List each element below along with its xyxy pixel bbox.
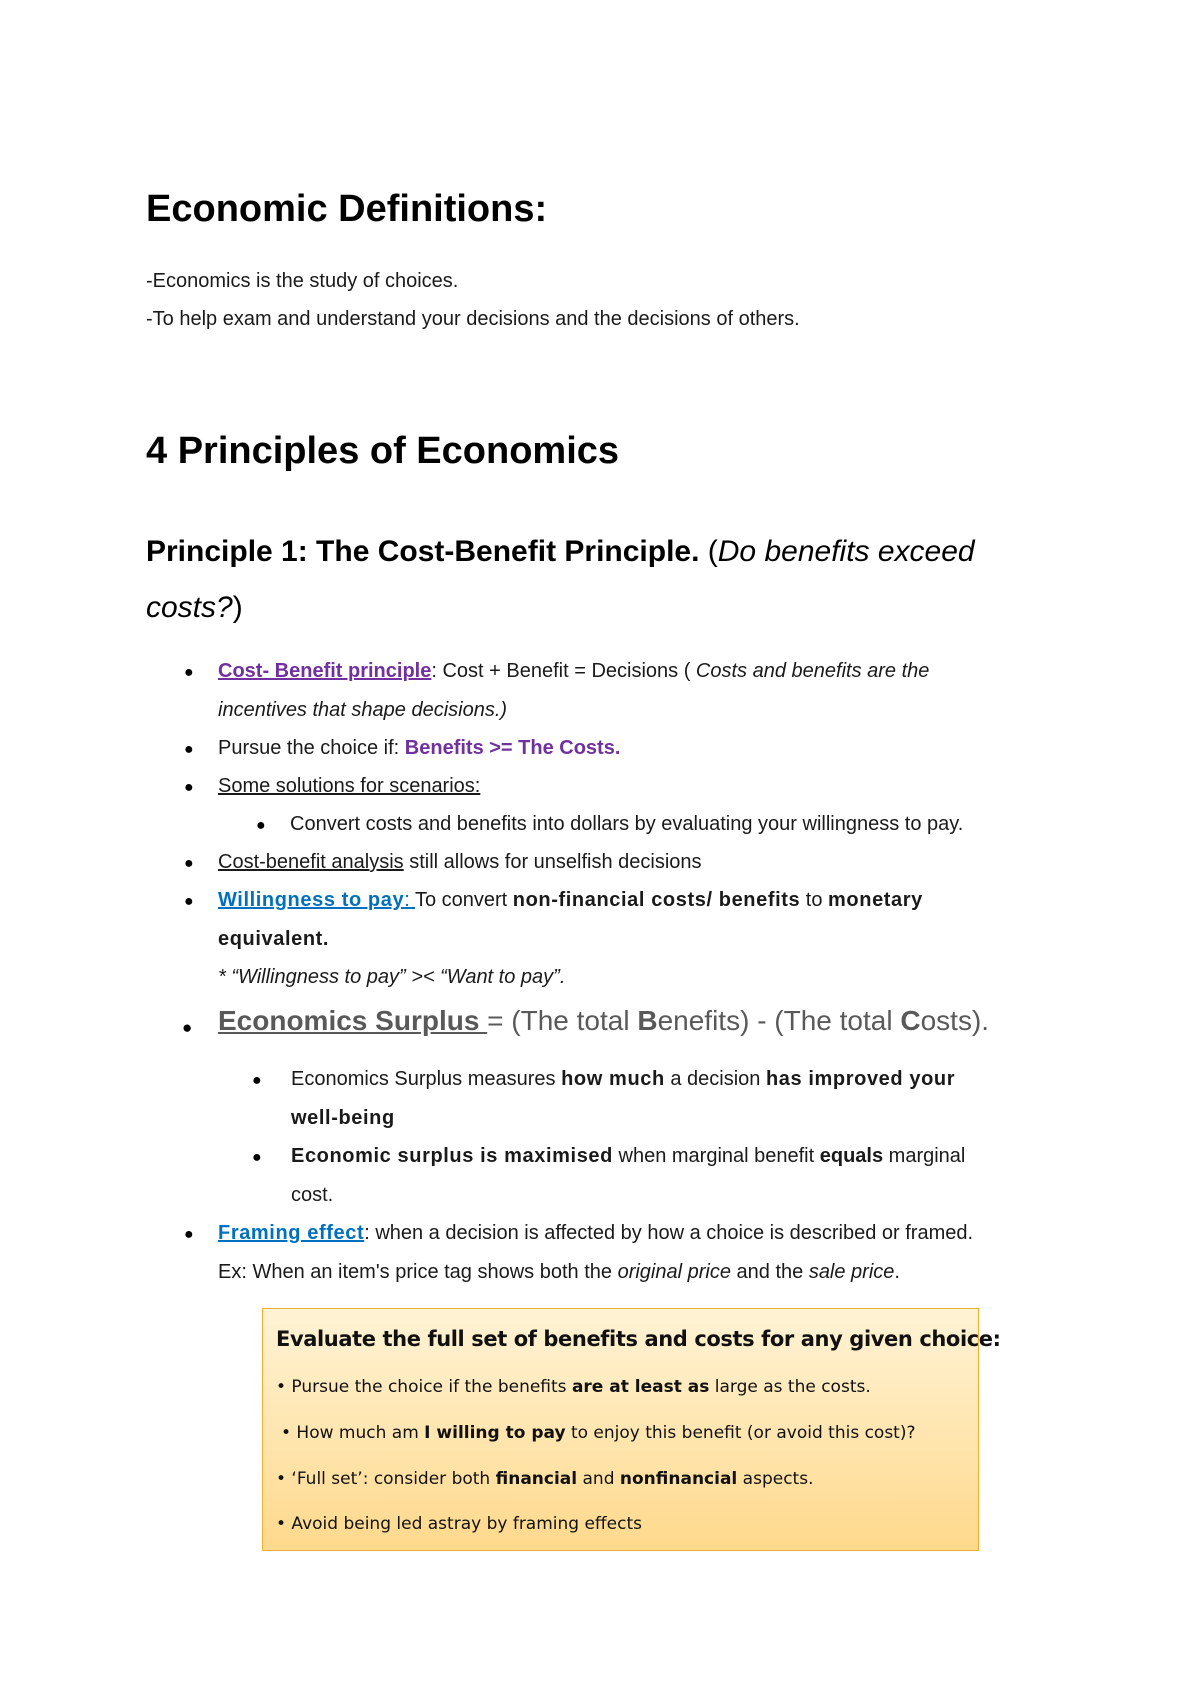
summary-callout-box (262, 1308, 1001, 1551)
surplus-b: B (637, 1005, 658, 1036)
framing-text: : when a decision is affected by how a choice is described or framed. (364, 1222, 974, 1244)
callout-line-2-a: • How much am (281, 1423, 425, 1443)
principle-1-paren-open: ( (699, 535, 718, 568)
framing-example (218, 1261, 900, 1284)
bullet-dot: ● (252, 1149, 262, 1166)
framing-bullet (218, 1222, 973, 1245)
bullet-dot: ● (184, 1226, 194, 1243)
measure-bold-3: has improved your (765, 1068, 956, 1090)
wtp-bold-2: monetary (828, 889, 923, 911)
bullet-dot: ● (184, 779, 194, 796)
principle-1-paren-close: ) (232, 591, 243, 624)
callout-line-3-d: nonfinancial (619, 1469, 738, 1489)
callout-line-1-a: • Pursue the choice if the benefits (276, 1377, 572, 1397)
bullet-dot: ● (184, 855, 194, 872)
cost-benefit-italic-a: Costs and benefits are the (695, 660, 930, 682)
example-text-b: and the (730, 1261, 809, 1283)
max-bold-2: equals (819, 1145, 884, 1167)
max-bold-1: Economic surplus is maximised (291, 1145, 613, 1167)
callout-line-1 (276, 1377, 871, 1397)
surplus-enefits: enefits) - (The total (657, 1005, 901, 1036)
heading-4-principles: 4 Principles of Economics (146, 430, 620, 472)
cba-text: still allows for unselfish decisions (403, 851, 702, 873)
bullet-dot: ● (184, 893, 194, 910)
callout-line-1-b: are at least as (571, 1377, 710, 1397)
wtp-term: Willingness to pay (218, 889, 405, 911)
callout-line-3 (276, 1469, 813, 1489)
bullet-dot: ● (182, 1018, 193, 1037)
callout-line-2 (281, 1423, 916, 1443)
example-text-a: Ex: When an item's price tag shows both the (218, 1261, 618, 1283)
measure-bold-4: well-being (291, 1107, 395, 1129)
maximised-item (291, 1145, 965, 1168)
surplus-osts: osts). (920, 1005, 990, 1036)
example-text-c: . (894, 1261, 900, 1283)
cost-benefit-italic-b: incentives that shape decisions.) (218, 699, 508, 721)
wtp-bold-3: equivalent. (218, 928, 330, 950)
wtp-bold-1: non-financial costs/ benefits (512, 889, 801, 911)
surplus-term: Economics Surplus (218, 1005, 488, 1036)
surplus-eq: = (The total (487, 1005, 638, 1036)
bullet-dot: ● (252, 1072, 262, 1089)
callout-line-3-b: financial (495, 1469, 578, 1489)
measure-item (291, 1068, 955, 1091)
bullet-dot: ● (256, 817, 266, 834)
callout-line-2-b: I willing to pay (424, 1423, 566, 1443)
cost-benefit-text: : Cost + Benefit = Decisions ( (431, 660, 696, 682)
wtp-text: To convert (414, 889, 513, 911)
max-text-2: marginal (883, 1145, 966, 1167)
pursue-rule: Benefits >= The Costs. (404, 737, 621, 759)
max-text-1: when marginal benefit (612, 1145, 820, 1167)
example-sale-price: sale price (808, 1261, 895, 1283)
callout-line-3-c: and (577, 1469, 620, 1489)
principle-1-question-a: Do benefits exceed (717, 535, 975, 568)
solution-item: Convert costs and benefits into dollars by evaluating your willingness to pay. (290, 813, 964, 835)
measure-text-2: a decision (664, 1068, 766, 1090)
cost-benefit-term: Cost- Benefit principle (218, 660, 432, 682)
callout-line-1-c: large as the costs. (709, 1377, 871, 1397)
pursue-text: Pursue the choice if: (218, 737, 405, 759)
wtp-bullet (218, 889, 923, 912)
heading-economic-definitions: Economic Definitions: (146, 188, 548, 230)
example-original-price: original price (617, 1261, 731, 1283)
callout-line-4: • Avoid being led astray by framing effects (276, 1514, 642, 1534)
principle-1-title: Principle 1: The Cost-Benefit Principle. (146, 535, 700, 568)
max-text-3: cost. (291, 1184, 334, 1206)
wtp-colon: : (404, 889, 415, 911)
wtp-note: * “Willingness to pay” >< “Want to pay”. (218, 966, 566, 988)
callout-line-2-c: to enjoy this benefit (or avoid this cost)? (565, 1423, 916, 1443)
cba-term: Cost-benefit analysis (218, 851, 404, 873)
definition-line-1: -Economics is the study of choices. (146, 270, 459, 292)
callout-line-3-e: aspects. (737, 1469, 814, 1489)
callout-line-3-a: • ‘Full set’: consider both (276, 1469, 496, 1489)
principle-1-heading (146, 535, 975, 569)
definition-line-2: -To help exam and understand your decisions and the decisions of others. (146, 308, 800, 330)
principle-1-question-b: costs? (146, 591, 233, 624)
surplus-c: C (900, 1005, 921, 1036)
measure-bold-1: how much (561, 1068, 665, 1090)
wtp-mid: to (800, 889, 829, 911)
bullet-dot: ● (184, 664, 194, 681)
measure-text: Economics Surplus measures (291, 1068, 562, 1090)
principle-1-heading-line-2 (146, 591, 243, 625)
callout-title: Evaluate the full set of benefits and costs for any given choice: (276, 1327, 1001, 1351)
surplus-bullet (218, 1005, 989, 1037)
bullet-dot: ● (184, 741, 194, 758)
cost-benefit-bullet (218, 660, 929, 683)
pursue-bullet (218, 737, 620, 760)
solutions-label: Some solutions for scenarios: (218, 775, 481, 797)
framing-term: Framing effect (218, 1222, 365, 1244)
cba-bullet (218, 851, 702, 874)
